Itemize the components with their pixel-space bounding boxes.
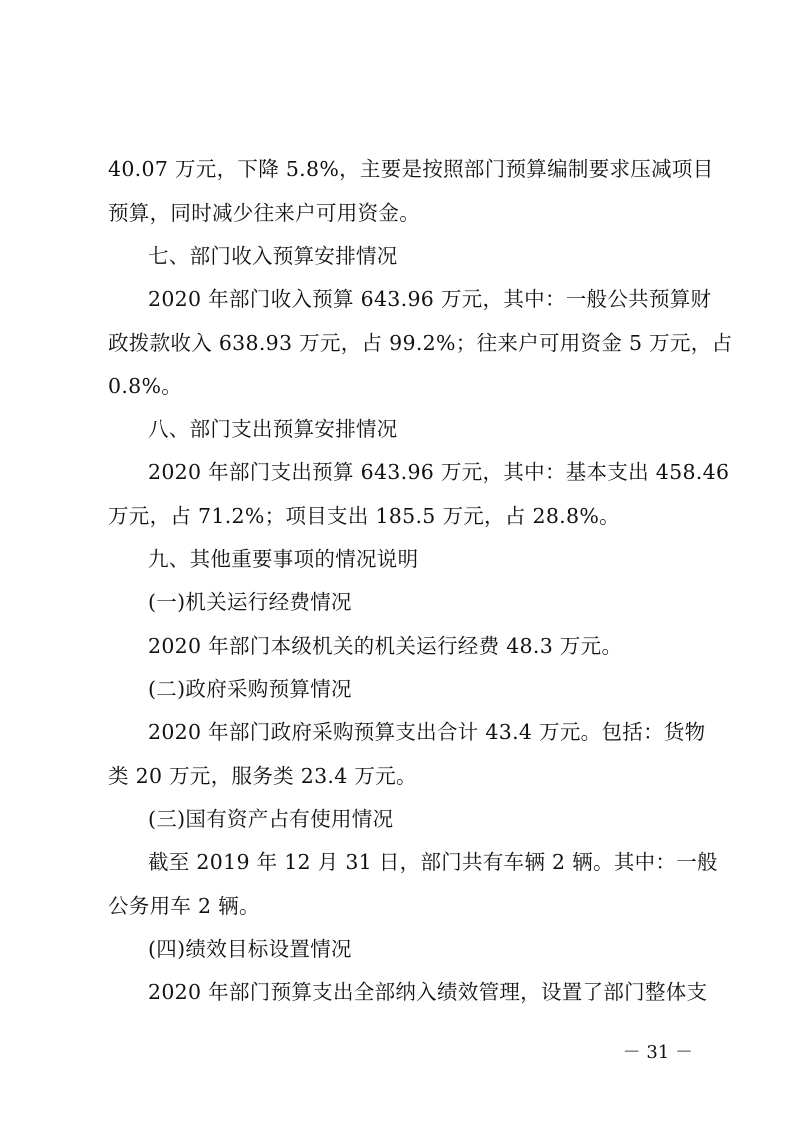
text-line-15: 类 20 万元，服务类 23.4 万元。 <box>108 764 417 788</box>
section-heading-9: 九、其他重要事项的情况说明 <box>148 547 419 571</box>
text-line-12: 2020 年部门本级机关的机关运行经费 48.3 万元。 <box>148 634 623 658</box>
subsection-heading-4: (四)绩效目标设置情况 <box>148 937 352 961</box>
text-line-9: 万元，占 71.2%；项目支出 185.5 万元，占 28.8%。 <box>108 504 620 528</box>
subsection-heading-1: (一)机关运行经费情况 <box>148 590 352 614</box>
text-line-20: 2020 年部门预算支出全部纳入绩效管理，设置了部门整体支 <box>148 980 708 1004</box>
text-line-6: 0.8%。 <box>108 374 183 398</box>
text-line-17: 截至 2019 年 12 月 31 日，部门共有车辆 2 辆。其中：一般 <box>148 850 718 874</box>
subsection-heading-3: (三)国有资产占有使用情况 <box>148 807 394 831</box>
text-line-8: 2020 年部门支出预算 643.96 万元，其中：基本支出 458.46 <box>148 460 730 484</box>
text-line-1: 40.07 万元，下降 5.8%，主要是按照部门预算编制要求压减项目 <box>108 157 714 181</box>
text-line-14: 2020 年部门政府采购预算支出合计 43.4 万元。包括：货物 <box>148 720 706 744</box>
text-line-18: 公务用车 2 辆。 <box>108 894 260 918</box>
page-number: － 31 － <box>622 1042 693 1063</box>
text-line-2: 预算，同时减少往来户可用资金。 <box>108 201 420 225</box>
text-line-5: 政拨款收入 638.93 万元，占 99.2%；往来户可用资金 5 万元，占 <box>108 331 733 355</box>
text-line-4: 2020 年部门收入预算 643.96 万元，其中：一般公共预算财 <box>148 287 712 311</box>
section-heading-8: 八、部门支出预算安排情况 <box>148 417 398 441</box>
section-heading-7: 七、部门收入预算安排情况 <box>148 244 398 268</box>
subsection-heading-2: (二)政府采购预算情况 <box>148 677 352 701</box>
